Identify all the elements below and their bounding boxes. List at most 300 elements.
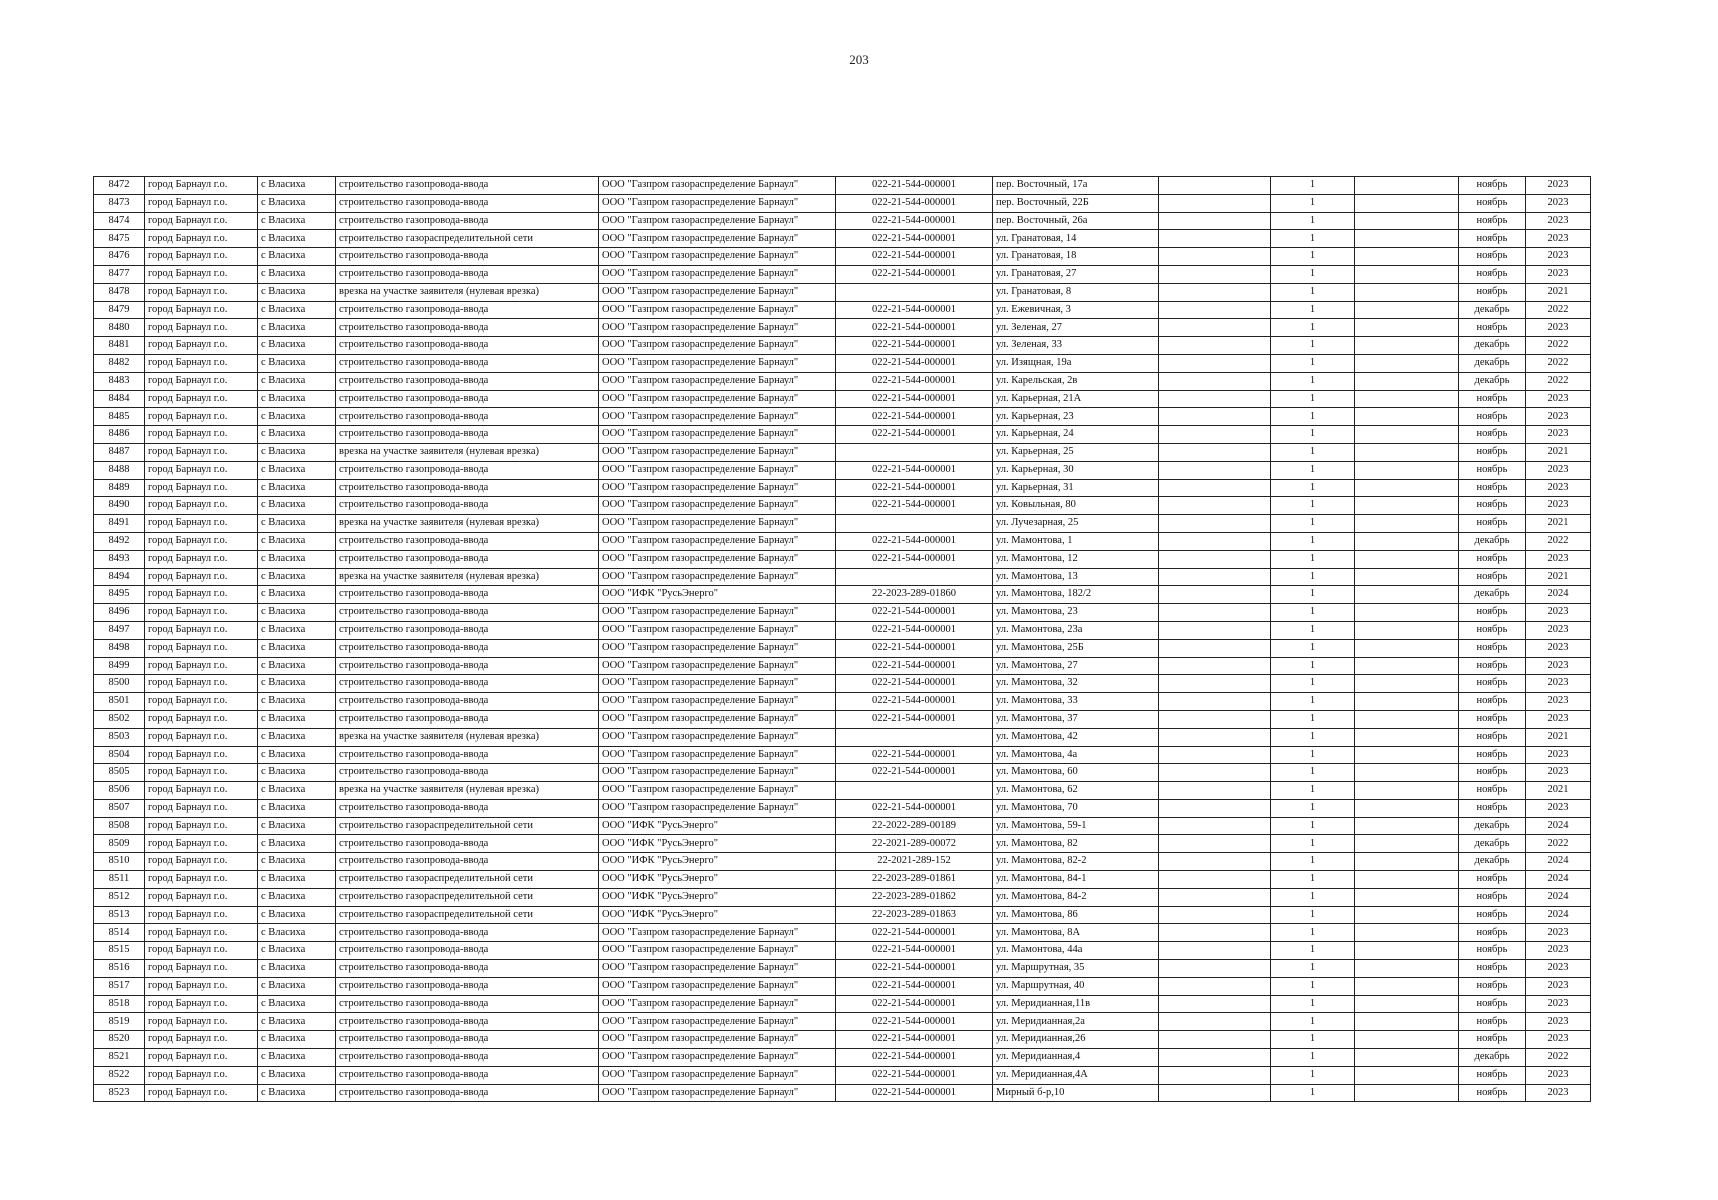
empty-cell-cell (1355, 888, 1459, 906)
work-type-cell: строительство газораспределительной сети (336, 871, 599, 889)
quantity-cell: 1 (1271, 799, 1355, 817)
program-code-cell: 022-21-544-000001 (836, 177, 993, 195)
quantity-cell: 1 (1271, 283, 1355, 301)
year-cell: 2023 (1526, 408, 1591, 426)
settlement-cell: с Власиха (258, 835, 336, 853)
table-row (94, 230, 1591, 248)
settlement-cell: с Власиха (258, 675, 336, 693)
empty-cell-cell (1355, 977, 1459, 995)
quantity-cell: 1 (1271, 657, 1355, 675)
empty-cell-cell (1159, 532, 1271, 550)
table-row (94, 426, 1591, 444)
year-cell: 2023 (1526, 426, 1591, 444)
quantity-cell: 1 (1271, 1013, 1355, 1031)
quantity-cell: 1 (1271, 337, 1355, 355)
empty-cell-cell (1355, 1084, 1459, 1102)
address-cell: ул. Мамонтова, 1 (993, 532, 1159, 550)
month-cell: ноябрь (1459, 621, 1526, 639)
settlement-cell: с Власиха (258, 960, 336, 978)
work-type-cell: строительство газопровода-ввода (336, 265, 599, 283)
empty-cell-cell (1159, 871, 1271, 889)
empty-cell-cell (1159, 888, 1271, 906)
settlement-cell: с Власиха (258, 1066, 336, 1084)
municipality-cell: город Барнаул г.о. (145, 177, 258, 195)
municipality-cell: город Барнаул г.о. (145, 888, 258, 906)
address-cell: ул. Ковыльная, 80 (993, 497, 1159, 515)
empty-cell-cell (1355, 426, 1459, 444)
work-type-cell: строительство газопровода-ввода (336, 194, 599, 212)
empty-cell-cell (1159, 604, 1271, 622)
organization-cell: ООО "Газпром газораспределение Барнаул" (599, 461, 836, 479)
program-code-cell: 22-2021-289-00072 (836, 835, 993, 853)
table-body (94, 177, 1591, 1102)
organization-cell: ООО "Газпром газораспределение Барнаул" (599, 746, 836, 764)
year-cell: 2023 (1526, 550, 1591, 568)
municipality-cell: город Барнаул г.о. (145, 497, 258, 515)
work-type-cell: строительство газопровода-ввода (336, 639, 599, 657)
organization-cell: ООО "Газпром газораспределение Барнаул" (599, 177, 836, 195)
empty-cell-cell (1355, 782, 1459, 800)
quantity-cell: 1 (1271, 515, 1355, 533)
municipality-cell: город Барнаул г.о. (145, 924, 258, 942)
row-number-cell: 8473 (94, 194, 145, 212)
year-cell: 2022 (1526, 337, 1591, 355)
program-code-cell: 022-21-544-000001 (836, 675, 993, 693)
year-cell: 2021 (1526, 782, 1591, 800)
year-cell: 2023 (1526, 799, 1591, 817)
settlement-cell: с Власиха (258, 942, 336, 960)
program-code-cell: 022-21-544-000001 (836, 408, 993, 426)
program-code-cell (836, 515, 993, 533)
row-number-cell: 8497 (94, 621, 145, 639)
quantity-cell: 1 (1271, 230, 1355, 248)
empty-cell-cell (1355, 746, 1459, 764)
empty-cell-cell (1355, 728, 1459, 746)
work-type-cell: врезка на участке заявителя (нулевая врезка) (336, 443, 599, 461)
program-code-cell: 022-21-544-000001 (836, 604, 993, 622)
settlement-cell: с Власиха (258, 515, 336, 533)
organization-cell: ООО "ИФК "РусьЭнерго" (599, 888, 836, 906)
row-number-cell: 8510 (94, 853, 145, 871)
settlement-cell: с Власиха (258, 764, 336, 782)
address-cell: ул. Мамонтова, 25Б (993, 639, 1159, 657)
organization-cell: ООО "Газпром газораспределение Барнаул" (599, 532, 836, 550)
settlement-cell: с Власиха (258, 372, 336, 390)
work-type-cell: строительство газопровода-ввода (336, 479, 599, 497)
table-row (94, 906, 1591, 924)
settlement-cell: с Власиха (258, 479, 336, 497)
empty-cell-cell (1159, 746, 1271, 764)
year-cell: 2023 (1526, 675, 1591, 693)
organization-cell: ООО "Газпром газораспределение Барнаул" (599, 319, 836, 337)
municipality-cell: город Барнаул г.о. (145, 1031, 258, 1049)
quantity-cell: 1 (1271, 621, 1355, 639)
empty-cell-cell (1159, 906, 1271, 924)
organization-cell: ООО "Газпром газораспределение Барнаул" (599, 372, 836, 390)
organization-cell: ООО "Газпром газораспределение Барнаул" (599, 621, 836, 639)
table-row (94, 799, 1591, 817)
address-cell: ул. Карьерная, 21А (993, 390, 1159, 408)
month-cell: ноябрь (1459, 604, 1526, 622)
empty-cell-cell (1355, 835, 1459, 853)
month-cell: ноябрь (1459, 568, 1526, 586)
work-type-cell: строительство газопровода-ввода (336, 212, 599, 230)
work-type-cell: строительство газопровода-ввода (336, 604, 599, 622)
row-number-cell: 8506 (94, 782, 145, 800)
settlement-cell: с Власиха (258, 532, 336, 550)
program-code-cell: 022-21-544-000001 (836, 212, 993, 230)
program-code-cell: 22-2023-289-01862 (836, 888, 993, 906)
month-cell: ноябрь (1459, 426, 1526, 444)
organization-cell: ООО "Газпром газораспределение Барнаул" (599, 1066, 836, 1084)
row-number-cell: 8481 (94, 337, 145, 355)
row-number-cell: 8491 (94, 515, 145, 533)
work-type-cell: строительство газопровода-ввода (336, 924, 599, 942)
empty-cell-cell (1355, 675, 1459, 693)
settlement-cell: с Власиха (258, 443, 336, 461)
year-cell: 2023 (1526, 710, 1591, 728)
program-code-cell: 022-21-544-000001 (836, 337, 993, 355)
row-number-cell: 8492 (94, 532, 145, 550)
address-cell: ул. Мамонтова, 60 (993, 764, 1159, 782)
work-type-cell: строительство газопровода-ввода (336, 337, 599, 355)
work-type-cell: строительство газопровода-ввода (336, 942, 599, 960)
municipality-cell: город Барнаул г.о. (145, 550, 258, 568)
empty-cell-cell (1159, 799, 1271, 817)
empty-cell-cell (1355, 212, 1459, 230)
month-cell: ноябрь (1459, 675, 1526, 693)
program-code-cell: 022-21-544-000001 (836, 265, 993, 283)
municipality-cell: город Барнаул г.о. (145, 799, 258, 817)
year-cell: 2023 (1526, 639, 1591, 657)
empty-cell-cell (1159, 212, 1271, 230)
settlement-cell: с Власиха (258, 301, 336, 319)
table-row (94, 568, 1591, 586)
month-cell: декабрь (1459, 532, 1526, 550)
empty-cell-cell (1355, 408, 1459, 426)
quantity-cell: 1 (1271, 817, 1355, 835)
quantity-cell: 1 (1271, 888, 1355, 906)
year-cell: 2022 (1526, 1049, 1591, 1067)
empty-cell-cell (1355, 942, 1459, 960)
row-number-cell: 8490 (94, 497, 145, 515)
month-cell: ноябрь (1459, 550, 1526, 568)
empty-cell-cell (1159, 693, 1271, 711)
settlement-cell: с Власиха (258, 194, 336, 212)
quantity-cell: 1 (1271, 693, 1355, 711)
address-cell: ул. Мамонтова, 23а (993, 621, 1159, 639)
month-cell: ноябрь (1459, 265, 1526, 283)
empty-cell-cell (1355, 550, 1459, 568)
settlement-cell: с Власиха (258, 710, 336, 728)
month-cell: ноябрь (1459, 746, 1526, 764)
empty-cell-cell (1355, 1031, 1459, 1049)
municipality-cell: город Барнаул г.о. (145, 390, 258, 408)
quantity-cell: 1 (1271, 177, 1355, 195)
empty-cell-cell (1355, 995, 1459, 1013)
address-cell: ул. Ежевичная, 3 (993, 301, 1159, 319)
municipality-cell: город Барнаул г.о. (145, 1084, 258, 1102)
table-row (94, 1084, 1591, 1102)
table-row (94, 710, 1591, 728)
row-number-cell: 8499 (94, 657, 145, 675)
month-cell: ноябрь (1459, 319, 1526, 337)
month-cell: декабрь (1459, 1049, 1526, 1067)
month-cell: ноябрь (1459, 443, 1526, 461)
address-cell: пер. Восточный, 26а (993, 212, 1159, 230)
work-type-cell: строительство газопровода-ввода (336, 390, 599, 408)
empty-cell-cell (1159, 782, 1271, 800)
municipality-cell: город Барнаул г.о. (145, 426, 258, 444)
address-cell: ул. Карьерная, 31 (993, 479, 1159, 497)
empty-cell-cell (1159, 372, 1271, 390)
work-type-cell: строительство газопровода-ввода (336, 586, 599, 604)
address-cell: ул. Мамонтова, 62 (993, 782, 1159, 800)
year-cell: 2023 (1526, 1066, 1591, 1084)
work-type-cell: строительство газопровода-ввода (336, 764, 599, 782)
quantity-cell: 1 (1271, 942, 1355, 960)
address-cell: ул. Маршрутная, 40 (993, 977, 1159, 995)
year-cell: 2024 (1526, 871, 1591, 889)
empty-cell-cell (1159, 550, 1271, 568)
empty-cell-cell (1355, 390, 1459, 408)
year-cell: 2021 (1526, 515, 1591, 533)
empty-cell-cell (1159, 960, 1271, 978)
table-row (94, 675, 1591, 693)
table-row (94, 764, 1591, 782)
municipality-cell: город Барнаул г.о. (145, 230, 258, 248)
year-cell: 2024 (1526, 906, 1591, 924)
empty-cell-cell (1355, 853, 1459, 871)
empty-cell-cell (1159, 568, 1271, 586)
address-cell: ул. Меридианная,2а (993, 1013, 1159, 1031)
quantity-cell: 1 (1271, 443, 1355, 461)
year-cell: 2023 (1526, 390, 1591, 408)
row-number-cell: 8501 (94, 693, 145, 711)
work-type-cell: строительство газопровода-ввода (336, 1084, 599, 1102)
settlement-cell: с Власиха (258, 408, 336, 426)
year-cell: 2023 (1526, 319, 1591, 337)
month-cell: ноябрь (1459, 212, 1526, 230)
municipality-cell: город Барнаул г.о. (145, 515, 258, 533)
organization-cell: ООО "Газпром газораспределение Барнаул" (599, 390, 836, 408)
row-number-cell: 8511 (94, 871, 145, 889)
register-table (93, 176, 1591, 1102)
empty-cell-cell (1355, 1013, 1459, 1031)
row-number-cell: 8489 (94, 479, 145, 497)
row-number-cell: 8502 (94, 710, 145, 728)
program-code-cell: 022-21-544-000001 (836, 1031, 993, 1049)
month-cell: ноябрь (1459, 693, 1526, 711)
address-cell: ул. Мамонтова, 23 (993, 604, 1159, 622)
row-number-cell: 8480 (94, 319, 145, 337)
work-type-cell: строительство газопровода-ввода (336, 177, 599, 195)
municipality-cell: город Барнаул г.о. (145, 853, 258, 871)
table-row (94, 354, 1591, 372)
table-row (94, 621, 1591, 639)
month-cell: ноябрь (1459, 248, 1526, 266)
year-cell: 2023 (1526, 248, 1591, 266)
quantity-cell: 1 (1271, 586, 1355, 604)
settlement-cell: с Власиха (258, 853, 336, 871)
municipality-cell: город Барнаул г.о. (145, 1066, 258, 1084)
settlement-cell: с Власиха (258, 354, 336, 372)
address-cell: ул. Мамонтова, 182/2 (993, 586, 1159, 604)
address-cell: ул. Мамонтова, 27 (993, 657, 1159, 675)
empty-cell-cell (1159, 639, 1271, 657)
work-type-cell: строительство газопровода-ввода (336, 1066, 599, 1084)
empty-cell-cell (1355, 799, 1459, 817)
municipality-cell: город Барнаул г.о. (145, 194, 258, 212)
settlement-cell: с Власиха (258, 799, 336, 817)
program-code-cell: 022-21-544-000001 (836, 764, 993, 782)
quantity-cell: 1 (1271, 550, 1355, 568)
year-cell: 2024 (1526, 853, 1591, 871)
address-cell: Мирный б-р,10 (993, 1084, 1159, 1102)
row-number-cell: 8504 (94, 746, 145, 764)
program-code-cell: 022-21-544-000001 (836, 639, 993, 657)
month-cell: ноябрь (1459, 177, 1526, 195)
month-cell: ноябрь (1459, 230, 1526, 248)
table-row (94, 194, 1591, 212)
address-cell: ул. Мамонтова, 82-2 (993, 853, 1159, 871)
organization-cell: ООО "Газпром газораспределение Барнаул" (599, 657, 836, 675)
program-code-cell: 022-21-544-000001 (836, 1049, 993, 1067)
program-code-cell: 022-21-544-000001 (836, 746, 993, 764)
municipality-cell: город Барнаул г.о. (145, 479, 258, 497)
empty-cell-cell (1159, 337, 1271, 355)
empty-cell-cell (1355, 621, 1459, 639)
work-type-cell: строительство газопровода-ввода (336, 799, 599, 817)
settlement-cell: с Власиха (258, 657, 336, 675)
quantity-cell: 1 (1271, 479, 1355, 497)
empty-cell-cell (1159, 426, 1271, 444)
year-cell: 2023 (1526, 461, 1591, 479)
program-code-cell: 022-21-544-000001 (836, 461, 993, 479)
row-number-cell: 8472 (94, 177, 145, 195)
month-cell: декабрь (1459, 853, 1526, 871)
year-cell: 2023 (1526, 265, 1591, 283)
program-code-cell: 022-21-544-000001 (836, 426, 993, 444)
year-cell: 2023 (1526, 960, 1591, 978)
row-number-cell: 8478 (94, 283, 145, 301)
empty-cell-cell (1355, 230, 1459, 248)
row-number-cell: 8512 (94, 888, 145, 906)
organization-cell: ООО "Газпром газораспределение Барнаул" (599, 408, 836, 426)
address-cell: ул. Мамонтова, 44а (993, 942, 1159, 960)
quantity-cell: 1 (1271, 764, 1355, 782)
quantity-cell: 1 (1271, 212, 1355, 230)
row-number-cell: 8509 (94, 835, 145, 853)
settlement-cell: с Власиха (258, 177, 336, 195)
empty-cell-cell (1159, 301, 1271, 319)
program-code-cell: 022-21-544-000001 (836, 550, 993, 568)
work-type-cell: строительство газораспределительной сети (336, 230, 599, 248)
row-number-cell: 8495 (94, 586, 145, 604)
organization-cell: ООО "Газпром газораспределение Барнаул" (599, 782, 836, 800)
organization-cell: ООО "Газпром газораспределение Барнаул" (599, 301, 836, 319)
municipality-cell: город Барнаул г.о. (145, 408, 258, 426)
address-cell: ул. Гранатовая, 27 (993, 265, 1159, 283)
organization-cell: ООО "Газпром газораспределение Барнаул" (599, 1084, 836, 1102)
work-type-cell: строительство газораспределительной сети (336, 888, 599, 906)
address-cell: ул. Маршрутная, 35 (993, 960, 1159, 978)
year-cell: 2024 (1526, 888, 1591, 906)
empty-cell-cell (1355, 515, 1459, 533)
month-cell: ноябрь (1459, 479, 1526, 497)
row-number-cell: 8520 (94, 1031, 145, 1049)
settlement-cell: с Власиха (258, 728, 336, 746)
quantity-cell: 1 (1271, 977, 1355, 995)
organization-cell: ООО "Газпром газораспределение Барнаул" (599, 443, 836, 461)
program-code-cell (836, 568, 993, 586)
settlement-cell: с Власиха (258, 621, 336, 639)
table-row (94, 177, 1591, 195)
settlement-cell: с Власиха (258, 888, 336, 906)
settlement-cell: с Власиха (258, 212, 336, 230)
quantity-cell: 1 (1271, 390, 1355, 408)
address-cell: ул. Гранатовая, 14 (993, 230, 1159, 248)
empty-cell-cell (1159, 853, 1271, 871)
program-code-cell: 022-21-544-000001 (836, 194, 993, 212)
work-type-cell: врезка на участке заявителя (нулевая врезка) (336, 515, 599, 533)
empty-cell-cell (1159, 924, 1271, 942)
table-row (94, 977, 1591, 995)
program-code-cell: 022-21-544-000001 (836, 479, 993, 497)
quantity-cell: 1 (1271, 354, 1355, 372)
table-row (94, 283, 1591, 301)
settlement-cell: с Власиха (258, 568, 336, 586)
year-cell: 2023 (1526, 764, 1591, 782)
empty-cell-cell (1159, 1013, 1271, 1031)
organization-cell: ООО "Газпром газораспределение Барнаул" (599, 515, 836, 533)
work-type-cell: строительство газопровода-ввода (336, 319, 599, 337)
empty-cell-cell (1159, 497, 1271, 515)
work-type-cell: строительство газопровода-ввода (336, 853, 599, 871)
program-code-cell: 022-21-544-000001 (836, 248, 993, 266)
settlement-cell: с Власиха (258, 1049, 336, 1067)
table-row (94, 657, 1591, 675)
year-cell: 2021 (1526, 283, 1591, 301)
address-cell: ул. Гранатовая, 8 (993, 283, 1159, 301)
year-cell: 2021 (1526, 728, 1591, 746)
settlement-cell: с Власиха (258, 283, 336, 301)
row-number-cell: 8485 (94, 408, 145, 426)
empty-cell-cell (1355, 960, 1459, 978)
program-code-cell: 022-21-544-000001 (836, 1084, 993, 1102)
month-cell: ноябрь (1459, 1031, 1526, 1049)
program-code-cell (836, 443, 993, 461)
program-code-cell: 22-2023-289-01860 (836, 586, 993, 604)
year-cell: 2024 (1526, 586, 1591, 604)
program-code-cell: 22-2023-289-01863 (836, 906, 993, 924)
empty-cell-cell (1355, 924, 1459, 942)
settlement-cell: с Власиха (258, 265, 336, 283)
address-cell: ул. Зеленая, 27 (993, 319, 1159, 337)
municipality-cell: город Барнаул г.о. (145, 265, 258, 283)
settlement-cell: с Власиха (258, 995, 336, 1013)
municipality-cell: город Барнаул г.о. (145, 693, 258, 711)
program-code-cell: 022-21-544-000001 (836, 621, 993, 639)
empty-cell-cell (1355, 177, 1459, 195)
quantity-cell: 1 (1271, 319, 1355, 337)
work-type-cell: строительство газопровода-ввода (336, 675, 599, 693)
row-number-cell: 8503 (94, 728, 145, 746)
work-type-cell: врезка на участке заявителя (нулевая врезка) (336, 568, 599, 586)
municipality-cell: город Барнаул г.о. (145, 657, 258, 675)
year-cell: 2024 (1526, 817, 1591, 835)
work-type-cell: строительство газораспределительной сети (336, 817, 599, 835)
